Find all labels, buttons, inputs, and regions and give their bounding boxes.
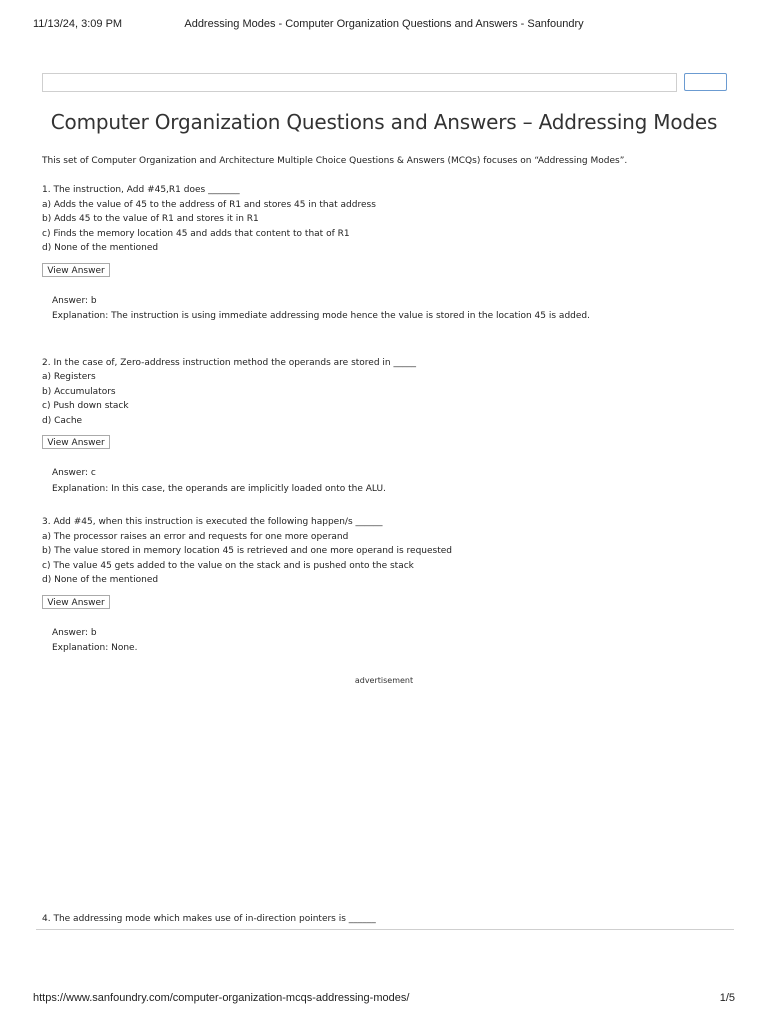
print-header-title: Addressing Modes - Computer Organization Questions and Answers - Sanfoundry [184,18,584,30]
question-3-option-b: b) The value stored in memory location 45 is retrieved and one more operand is requested [42,546,453,556]
question-3-option-a: a) The processor raises an error and requests for one more operand [42,532,349,542]
print-footer-url: https://www.sanfoundry.com/computer-organization-mcqs-addressing-modes/ [33,992,410,1004]
question-1-option-d: d) None of the mentioned [42,243,159,253]
question-2-explanation: Explanation: In this case, the operands are implicitly loaded onto the ALU. [52,484,386,494]
question-1-explanation: Explanation: The instruction is using immediate addressing mode hence the value is stored in the location 45 is added. [52,311,590,321]
question-1-option-b: b) Adds 45 to the value of R1 and stores it in R1 [42,214,259,224]
print-footer-page-number: 1/5 [719,992,735,1004]
question-2-option-a: a) Registers [42,372,96,382]
view-answer-button-1[interactable]: View Answer [42,263,110,277]
question-1-option-a: a) Adds the value of 45 to the address of R1 and stores 45 in that address [42,200,376,210]
question-1: 1. The instruction, Add #45,R1 does _______ [42,185,240,195]
view-answer-button-3[interactable]: View Answer [42,595,110,609]
question-3-answer: Answer: b [52,628,97,638]
intro-text: This set of Computer Organization and Architecture Multiple Choice Questions & Answers (MCQs) focuses on “Addressing Modes”. [42,156,628,166]
question-4: 4. The addressing mode which makes use of in-direction pointers is ______ [42,914,376,924]
question-1-option-c: c) Finds the memory location 45 and adds that content to that of R1 [42,229,350,239]
content-divider [36,929,734,930]
question-3-option-c: c) The value 45 gets added to the value on the stack and is pushed onto the stack [42,561,414,571]
question-3: 3. Add #45, when this instruction is executed the following happen/s ______ [42,517,383,527]
question-2-option-b: b) Accumulators [42,387,116,397]
search-input[interactable] [42,73,677,92]
question-3-explanation: Explanation: None. [52,643,138,653]
question-1-answer: Answer: b [52,296,97,306]
question-2-answer: Answer: c [52,468,96,478]
view-answer-button-2[interactable]: View Answer [42,435,110,449]
page-title: Computer Organization Questions and Answers – Addressing Modes [50,110,718,134]
question-3-option-d: d) None of the mentioned [42,575,159,585]
print-header-datetime: 11/13/24, 3:09 PM [33,18,123,30]
question-2: 2. In the case of, Zero-address instruction method the operands are stored in _____ [42,358,416,368]
advertisement-label: advertisement [354,676,414,685]
search-button[interactable] [684,73,727,91]
question-2-option-d: d) Cache [42,416,83,426]
question-2-option-c: c) Push down stack [42,401,129,411]
